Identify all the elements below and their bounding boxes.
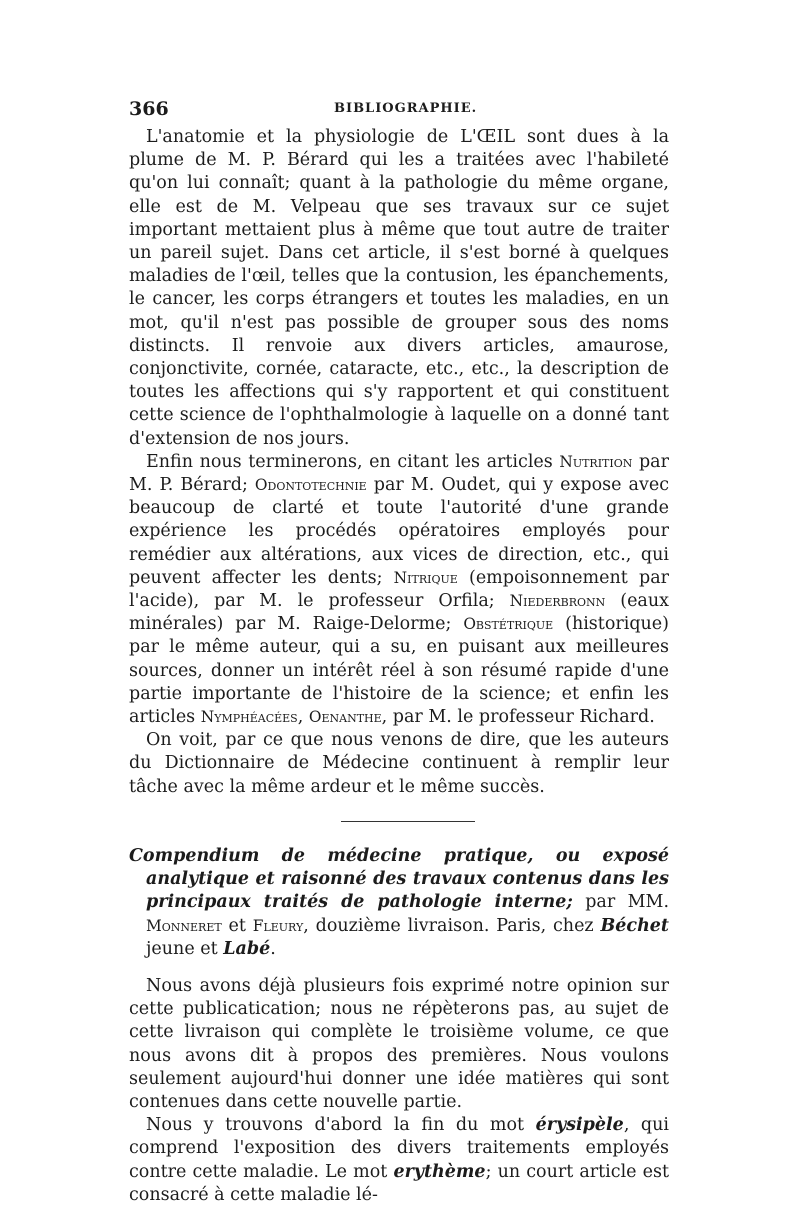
text-span: (eaux minérales) par M. Raige-Delorme; bbox=[129, 591, 669, 635]
text-span: ; un court article est consacré à cette maladie lé- bbox=[129, 1161, 670, 1205]
text-span: Nous y trouvons d'abord la fin du mot bbox=[146, 1115, 536, 1136]
paragraph-conclusion: On voit, par ce que nous venons de dire, que les auteurs du Dictionnaire de Médecine continuent à remplir leur tâche avec la même ardeur et le même succès. bbox=[129, 730, 669, 797]
divider-rule bbox=[341, 821, 475, 822]
paragraph-articles-list bbox=[129, 451, 669, 729]
publisher-bechet: Béchet bbox=[600, 915, 670, 936]
article-name-nympheacees: Nymphéacées bbox=[200, 708, 298, 727]
page-header bbox=[129, 98, 669, 122]
text-span: par MM. bbox=[572, 892, 670, 913]
article-name-odontotechnie: Odontotechnie bbox=[254, 476, 367, 495]
term-erytheme: erythème bbox=[393, 1161, 486, 1182]
text-span: , bbox=[297, 707, 309, 728]
running-title: BIBLIOGRAPHIE. bbox=[334, 101, 478, 116]
text-span: , par M. le professeur Richard. bbox=[381, 707, 655, 728]
paragraph-oeil-anatomy: L'anatomie et la physiologie de L'ŒIL sont dues à la plume de M. P. Bérard qui les a traitées avec l'habileté qu'on lui connaît; quant à la pathologie du même organe, elle est de M. Velpeau que ses travaux sur ce sujet important mettaient plus à même que tout autre de traiter un pareil sujet. Dans cet article, il s'est borné à quelques maladies de l'œil, telles que la contusion, les épanchements, le cancer, les corps étrangers et toutes les maladies, en un mot, qu'il n'est pas possible de grouper sous des noms distincts. Il renvoie aux divers articles, amaurose, conjonctivite, cornée, cataracte, etc., etc., la description de toutes les affections qui s'y rapportent et qui constituent cette science de l'ophthalmologie à laquelle on a donné tant d'extension de nos jours. bbox=[129, 127, 669, 449]
article-name-nutrition: Nutrition bbox=[559, 452, 633, 471]
text-span: jeune et bbox=[146, 938, 224, 959]
section-divider bbox=[129, 799, 669, 845]
article-name-obstetrique: Obstétrique bbox=[463, 615, 554, 634]
paragraph-review-content bbox=[129, 1114, 669, 1207]
text-span: et bbox=[221, 915, 253, 936]
book-title: Compendium de médecine pratique, ou exposé analytique et raisonné des travaux contenus dans les principaux traités de pathologie interne; bbox=[129, 845, 669, 913]
author-fleury: Fleury bbox=[252, 916, 304, 935]
text-span: . bbox=[270, 938, 276, 959]
text-span: (historique) par le même auteur, qui a su, en puisant aux meilleures sources, donner un intérêt réel à son résumé rapide d'une partie importante de l'histoire de la science; et enfin les articles bbox=[129, 614, 669, 728]
text-span: (empoisonnement par l'acide), par M. le professeur Orfila; bbox=[129, 567, 669, 612]
author-monneret: Monneret bbox=[146, 916, 222, 935]
term-erysipele: érysipèle bbox=[535, 1115, 624, 1136]
page-number: 366 bbox=[129, 98, 169, 120]
article-name-oenanthe: Oenanthe bbox=[308, 708, 382, 727]
body-text bbox=[129, 126, 669, 1207]
text-span: par M. Oudet, qui y expose avec beaucoup de clarté et toute l'autorité d'une grande expérience les procédés opératoires employés pour remédier aux altérations, aux vices de direction, etc., qui peuvent affecter les dents; bbox=[129, 475, 669, 588]
text-span: Enfin nous terminerons, en citant les articles bbox=[146, 451, 560, 472]
book-entry-heading bbox=[129, 845, 669, 961]
spacer bbox=[129, 961, 669, 975]
text-span: , qui comprend l'exposition des divers traitements employés contre cette maladie. Le mot bbox=[129, 1115, 669, 1182]
text-span: par M. P. Bérard; bbox=[129, 451, 669, 496]
publisher-labe: Labé bbox=[223, 938, 271, 959]
text-span: , douzième livraison. Paris, chez bbox=[303, 915, 601, 936]
paragraph-review-intro: Nous avons déjà plusieurs fois exprimé notre opinion sur cette publicatication; nous ne répèterons pas, au sujet de cette livraison qui complète le troisième volume, ce que nous avons dit à propos des premières. Nous voulons seulement aujourd'hui donner une idée matières qui sont contenues dans cette nouvelle partie. bbox=[129, 975, 669, 1112]
article-name-nitrique: Nitrique bbox=[393, 568, 458, 587]
article-name-niederbronn: Niederbronn bbox=[509, 592, 606, 611]
